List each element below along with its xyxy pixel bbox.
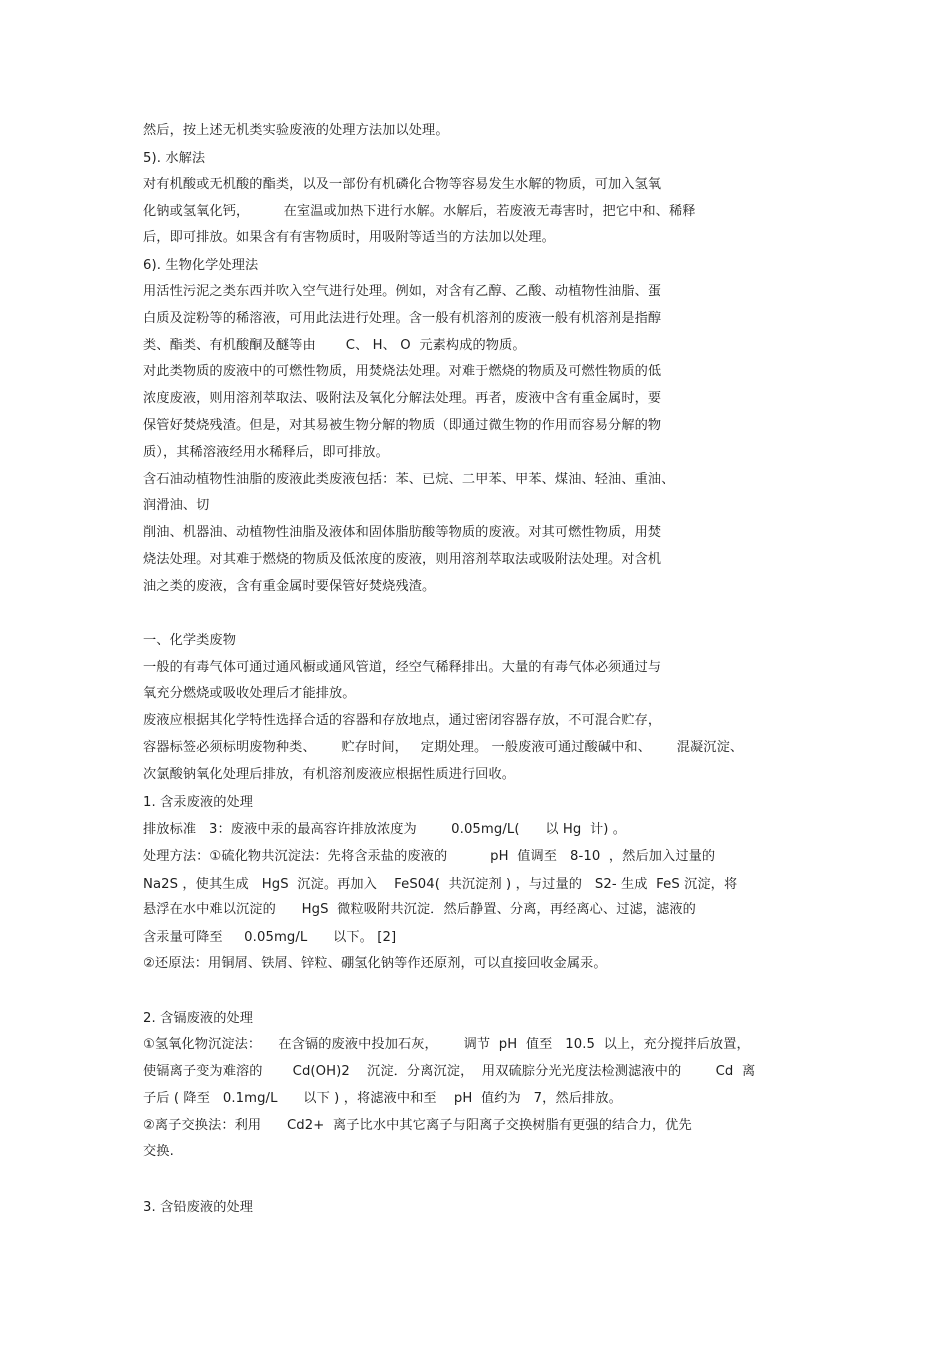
text-line: 浓度废液，则用溶剂萃取法、吸附法及氧化分解法处理。再者，废液中含有重金属时，要 [143, 391, 662, 406]
text-line: 削油、机器油、动植物性油脂及液体和固体脂肪酸等物质的废液。对其可燃性物质，用焚 [143, 525, 662, 540]
text-line: 油之类的废液，含有重金属时要保管好焚烧残渣。 [143, 579, 436, 594]
text-line: 子后 ( 降至 0.1mg/L 以下 ) ，将滤液中和至 pH 值约为 7，然后排放。 [143, 1091, 622, 1106]
text-line: Na2S ，使其生成 HgS 沉淀。再加入 FeS04( 共沉淀剂 ) ，与过量的 S2- 生成 FeS 沉淀，将 [143, 877, 738, 892]
section-heading-hydrolysis: 5). 水解法 [143, 151, 206, 166]
text-line: 交换. [143, 1144, 174, 1159]
section-heading-chemical-waste: 一、化学类废物 [143, 633, 237, 648]
text-line: 废液应根据其化学特性选择合适的容器和存放地点，通过密闭容器存放，不可混合贮存， [143, 713, 662, 728]
text-line: 质），其稀溶液经用水稀释后，即可排放。 [143, 445, 389, 460]
section-heading-lead: 3. 含铅废液的处理 [143, 1200, 254, 1215]
text-line: 保管好焚烧残渣。但是，对其易被生物分解的物质（即通过微生物的作用而容易分解的物 [143, 418, 662, 433]
text-line: 悬浮在水中难以沉淀的 HgS 微粒吸附共沉淀．然后静置、分离，再经离心、过滤，滤液的 [143, 902, 696, 917]
text-line: 类、酯类、有机酸酮及醚等由 C、 H、 O 元素构成的物质。 [143, 338, 526, 353]
text-line: 白质及淀粉等的稀溶液，可用此法进行处理。含一般有机溶剂的废液一般有机溶剂是指醇 [143, 311, 662, 326]
text-line: 使镉离子变为难溶的 Cd(OH)2 沉淀．分离沉淀， 用双硫腙分光光度法检测滤液中的 Cd 离 [143, 1064, 756, 1079]
section-heading-biochemical: 6). 生物化学处理法 [143, 258, 259, 273]
text-line: 对有机酸或无机酸的酯类，以及一部份有机磷化合物等容易发生水解的物质，可加入氢氧 [143, 177, 662, 192]
text-line: ①氢氧化物沉淀法： 在含镉的废液中投加石灰， 调节 pH 值至 10.5 以上，充分搅拌后放置， [143, 1037, 750, 1052]
text-line: 润滑油、切 [143, 498, 210, 513]
section-heading-mercury: 1. 含汞废液的处理 [143, 795, 254, 810]
text-line: 化钠或氢氧化钙， 在室温或加热下进行水解。水解后，若废液无毒害时，把它中和、稀释 [143, 204, 696, 219]
text-line: 烧法处理。对其难于燃烧的物质及低浓度的废液，则用溶剂萃取法或吸附法处理。对含机 [143, 552, 662, 567]
text-line: 后，即可排放。如果含有有害物质时，用吸附等适当的方法加以处理。 [143, 230, 555, 245]
text-line: 一般的有毒气体可通过通风橱或通风管道，经空气稀释排出。大量的有毒气体必须通过与 [143, 660, 662, 675]
text-line: 次氯酸钠氧化处理后排放，有机溶剂废液应根据性质进行回收。 [143, 767, 516, 782]
text-line: 对此类物质的废液中的可燃性物质，用焚烧法处理。对难于燃烧的物质及可燃性物质的低 [143, 364, 662, 379]
text-line: 用活性污泥之类东西并吹入空气进行处理。例如，对含有乙醇、乙酸、动植物性油脂、蛋 [143, 284, 662, 299]
text-line: 含汞量可降至 0.05mg/L 以下。 [2] [143, 930, 397, 945]
text-line: 排放标准 3：废液中汞的最高容许排放浓度为 0.05mg/L( 以 Hg 计) 。 [143, 822, 627, 837]
text-line: ②还原法：用铜屑、铁屑、锌粒、硼氢化钠等作还原剂，可以直接回收金属汞。 [143, 956, 607, 971]
text-line: 处理方法：①硫化物共沉淀法：先将含汞盐的废液的 pH 值调至 8-10 ，然后加入过量的 [143, 849, 716, 864]
text-line: 容器标签必须标明废物种类、 贮存时间， 定期处理。 一般废液可通过酸碱中和、 混凝沉淀、 [143, 740, 744, 755]
text-line: ②离子交换法：利用 Cd2+ 离子比水中其它离子与阳离子交换树脂有更强的结合力，优先 [143, 1118, 692, 1133]
text-line: 氧充分燃烧或吸收处理后才能排放。 [143, 686, 356, 701]
text-line: 然后，按上述无机类实验废液的处理方法加以处理。 [143, 123, 449, 138]
section-heading-cadmium: 2. 含镉废液的处理 [143, 1011, 254, 1026]
text-line: 含石油动植物性油脂的废液此类废液包括：苯、已烷、二甲苯、甲苯、煤油、轻油、重油、 [143, 472, 675, 487]
